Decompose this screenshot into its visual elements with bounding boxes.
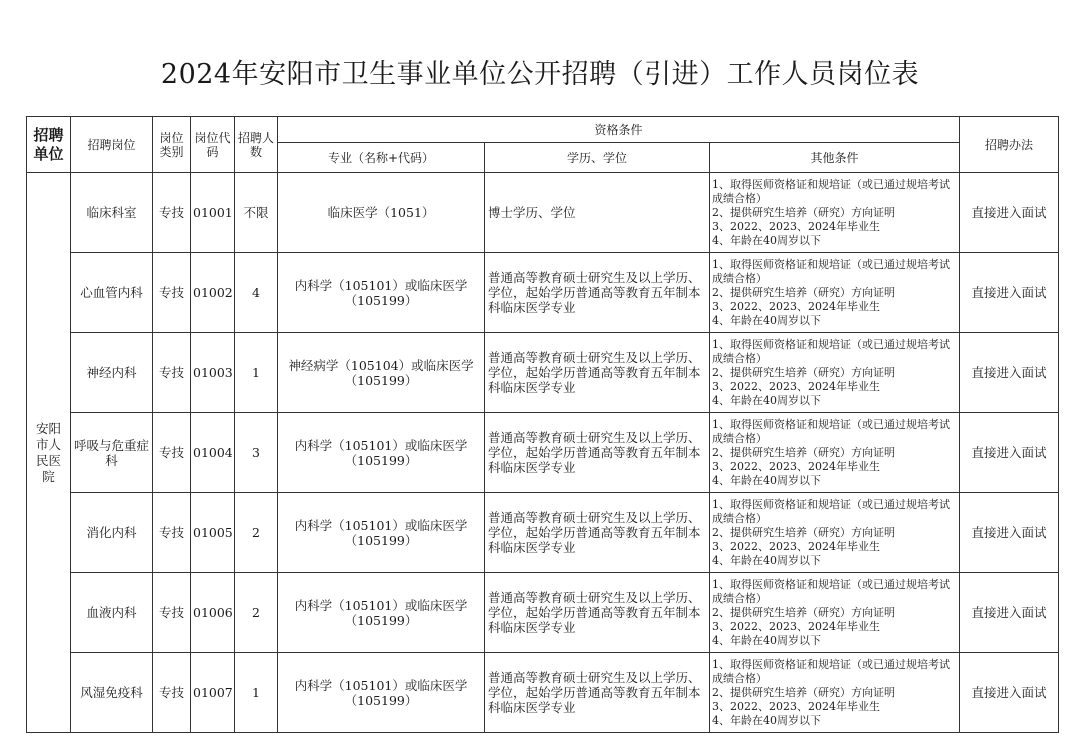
- count-cell: 不限: [235, 173, 278, 253]
- count-cell: 2: [235, 493, 278, 573]
- category-cell: 专技: [153, 253, 191, 333]
- header-qualifications: 资格条件: [278, 117, 960, 143]
- table-row: [27, 253, 1059, 333]
- other-conditions-cell: [710, 653, 960, 733]
- category-cell: 专技: [153, 173, 191, 253]
- post-cell: 临床科室: [71, 173, 153, 253]
- method-cell: 直接进入面试: [960, 253, 1059, 333]
- table-row: [27, 413, 1059, 493]
- table-body: [27, 173, 1059, 733]
- post-cell: 风湿免疫科: [71, 653, 153, 733]
- code-cell: 01005: [191, 493, 235, 573]
- count-cell: 1: [235, 653, 278, 733]
- post-cell: 呼吸与危重症科: [71, 413, 153, 493]
- header-count: 招聘人数: [235, 117, 278, 173]
- other-conditions-cell: [710, 493, 960, 573]
- method-cell: 直接进入面试: [960, 173, 1059, 253]
- category-cell: 专技: [153, 493, 191, 573]
- other-condition-line: 4、年龄在40周岁以下: [712, 713, 821, 727]
- recruitment-table: [26, 116, 1059, 733]
- other-condition-line: 2、提供研究生培养（研究）方向证明: [712, 685, 895, 699]
- other-condition-line: 2、提供研究生培养（研究）方向证明: [712, 365, 895, 379]
- degree-cell: 普通高等教育硕士研究生及以上学历、学位，起始学历普通高等教育五年制本科临床医学专业: [485, 333, 710, 413]
- method-cell: 直接进入面试: [960, 413, 1059, 493]
- other-condition-line: 1、取得医师资格证和规培证（或已通过规培考试成绩合格）: [712, 417, 950, 445]
- other-condition-line: 1、取得医师资格证和规培证（或已通过规培考试成绩合格）: [712, 657, 950, 685]
- table-row: [27, 493, 1059, 573]
- degree-cell: 普通高等教育硕士研究生及以上学历、学位，起始学历普通高等教育五年制本科临床医学专业: [485, 573, 710, 653]
- other-condition-line: 3、2022、2023、2024年毕业生: [712, 379, 880, 393]
- header-other: 其他条件: [710, 143, 960, 173]
- header-degree: 学历、学位: [485, 143, 710, 173]
- table-row: [27, 333, 1059, 413]
- post-cell: 消化内科: [71, 493, 153, 573]
- degree-cell: 普通高等教育硕士研究生及以上学历、学位，起始学历普通高等教育五年制本科临床医学专业: [485, 413, 710, 493]
- count-cell: 3: [235, 413, 278, 493]
- other-condition-line: 3、2022、2023、2024年毕业生: [712, 619, 880, 633]
- count-cell: 1: [235, 333, 278, 413]
- page-title: 2024年安阳市卫生事业单位公开招聘（引进）工作人员岗位表: [160, 59, 920, 90]
- degree-cell: 普通高等教育硕士研究生及以上学历、学位，起始学历普通高等教育五年制本科临床医学专业: [485, 253, 710, 333]
- other-condition-line: 3、2022、2023、2024年毕业生: [712, 699, 880, 713]
- code-cell: 01006: [191, 573, 235, 653]
- degree-cell: 普通高等教育硕士研究生及以上学历、学位，起始学历普通高等教育五年制本科临床医学专业: [485, 653, 710, 733]
- other-condition-line: 3、2022、2023、2024年毕业生: [712, 539, 880, 553]
- header-major: 专业（名称+代码）: [278, 143, 485, 173]
- code-cell: 01002: [191, 253, 235, 333]
- header-code: 岗位代码: [191, 117, 235, 173]
- other-conditions-cell: [710, 413, 960, 493]
- header-method: 招聘办法: [960, 117, 1059, 173]
- major-cell: 内科学（105101）或临床医学（105199）: [278, 653, 485, 733]
- other-condition-line: 3、2022、2023、2024年毕业生: [712, 299, 880, 313]
- other-condition-line: 2、提供研究生培养（研究）方向证明: [712, 285, 895, 299]
- code-cell: 01004: [191, 413, 235, 493]
- other-condition-line: 1、取得医师资格证和规培证（或已通过规培考试成绩合格）: [712, 577, 950, 605]
- method-cell: 直接进入面试: [960, 333, 1059, 413]
- count-cell: 4: [235, 253, 278, 333]
- post-cell: 心血管内科: [71, 253, 153, 333]
- other-condition-line: 1、取得医师资格证和规培证（或已通过规培考试成绩合格）: [712, 257, 950, 285]
- code-cell: 01001: [191, 173, 235, 253]
- other-condition-line: 1、取得医师资格证和规培证（或已通过规培考试成绩合格）: [712, 177, 950, 205]
- other-conditions-cell: [710, 253, 960, 333]
- major-cell: 内科学（105101）或临床医学（105199）: [278, 253, 485, 333]
- method-cell: 直接进入面试: [960, 493, 1059, 573]
- other-condition-line: 2、提供研究生培养（研究）方向证明: [712, 445, 895, 459]
- major-cell: 神经病学（105104）或临床医学（105199）: [278, 333, 485, 413]
- major-cell: 内科学（105101）或临床医学（105199）: [278, 493, 485, 573]
- method-cell: 直接进入面试: [960, 653, 1059, 733]
- other-condition-line: 4、年龄在40周岁以下: [712, 633, 821, 647]
- header-post: 招聘岗位: [71, 117, 153, 173]
- method-cell: 直接进入面试: [960, 573, 1059, 653]
- other-condition-line: 1、取得医师资格证和规培证（或已通过规培考试成绩合格）: [712, 337, 950, 365]
- major-cell: 临床医学（1051）: [278, 173, 485, 253]
- other-condition-line: 4、年龄在40周岁以下: [712, 393, 821, 407]
- degree-cell: 博士学历、学位: [485, 173, 710, 253]
- post-cell: 血液内科: [71, 573, 153, 653]
- table-row: [27, 173, 1059, 253]
- other-condition-line: 3、2022、2023、2024年毕业生: [712, 459, 880, 473]
- other-condition-line: 3、2022、2023、2024年毕业生: [712, 219, 880, 233]
- other-conditions-cell: [710, 173, 960, 253]
- major-cell: 内科学（105101）或临床医学（105199）: [278, 413, 485, 493]
- other-condition-line: 2、提供研究生培养（研究）方向证明: [712, 205, 895, 219]
- post-cell: 神经内科: [71, 333, 153, 413]
- category-cell: 专技: [153, 653, 191, 733]
- other-condition-line: 4、年龄在40周岁以下: [712, 473, 821, 487]
- category-cell: 专技: [153, 573, 191, 653]
- code-cell: 01003: [191, 333, 235, 413]
- degree-cell: 普通高等教育硕士研究生及以上学历、学位，起始学历普通高等教育五年制本科临床医学专业: [485, 493, 710, 573]
- other-condition-line: 4、年龄在40周岁以下: [712, 553, 821, 567]
- table-row: [27, 573, 1059, 653]
- other-conditions-cell: [710, 333, 960, 413]
- unit-name-cell: 安阳市人民医院: [27, 173, 71, 733]
- category-cell: 专技: [153, 413, 191, 493]
- count-cell: 2: [235, 573, 278, 653]
- major-cell: 内科学（105101）或临床医学（105199）: [278, 573, 485, 653]
- header-unit: 招聘单位: [27, 117, 71, 173]
- other-condition-line: 1、取得医师资格证和规培证（或已通过规培考试成绩合格）: [712, 497, 950, 525]
- other-conditions-cell: [710, 573, 960, 653]
- header-category: 岗位类别: [153, 117, 191, 173]
- category-cell: 专技: [153, 333, 191, 413]
- code-cell: 01007: [191, 653, 235, 733]
- other-condition-line: 4、年龄在40周岁以下: [712, 233, 821, 247]
- table-row: [27, 653, 1059, 733]
- other-condition-line: 2、提供研究生培养（研究）方向证明: [712, 605, 895, 619]
- other-condition-line: 2、提供研究生培养（研究）方向证明: [712, 525, 895, 539]
- other-condition-line: 4、年龄在40周岁以下: [712, 313, 821, 327]
